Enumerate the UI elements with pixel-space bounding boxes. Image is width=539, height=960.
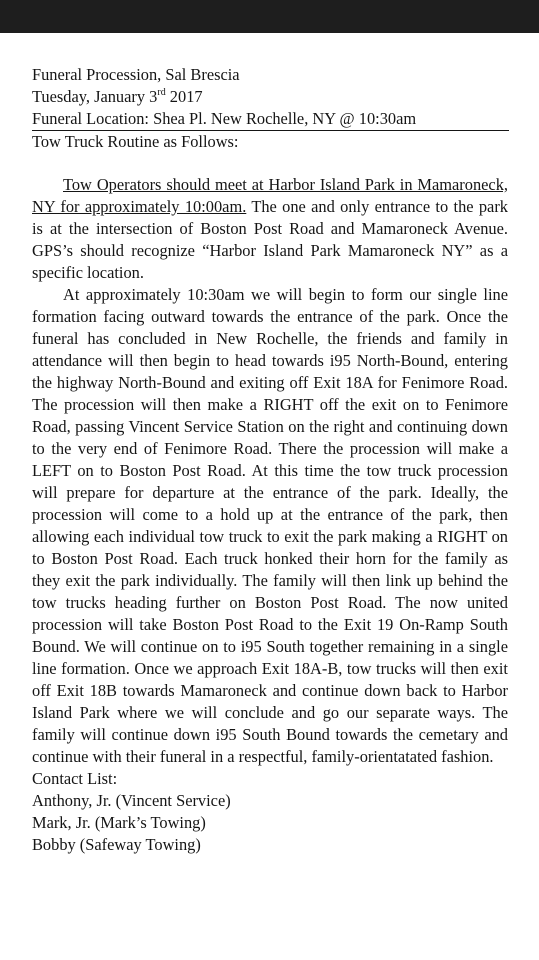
- blank-line: [32, 153, 508, 174]
- contact-item: Anthony, Jr. (Vincent Service): [32, 791, 231, 810]
- meeting-instruction: Tow Operators should meet at Harbor Island Park in Mamaroneck, NY for approximately 10:00am.: [32, 175, 508, 216]
- document-date: [32, 86, 508, 108]
- funeral-location: Funeral Location: Shea Pl. New Rochelle, NY @ 10:30am: [32, 108, 509, 131]
- paragraph-meeting: [32, 174, 508, 284]
- contact-item: Mark, Jr. (Mark’s Towing): [32, 813, 206, 832]
- paragraph-procession: At approximately 10:30am we will begin to form our single line formation facing outward towards the entrance of the park. Once the funeral has concluded in New Rochelle, the friends and family in attendance will then begin to head towards i95 North-Bound, entering the highway North-Bound and exiting off Exit 18A for Fenimore Road. The procession will then make a RIGHT off the exit on to Fenimore Road, passing Vincent Service Station on the right and continuing down to the very end of Fenimore Road. There the procession will make a LEFT on to Boston Post Road. At this time the tow truck procession will prepare for departure at the entrance of the park. Ideally, the procession will come to a hold up at the entrance of the park, then allowing each individual tow truck to exit the park making a RIGHT on to Boston Post Road. Each truck honked their horn for the family as they exit the park individually. The family will then link up behind the tow trucks heading further on Boston Post Road. The now united procession will take Boston Post Road to the Exit 19 On-Ramp South Bound. We will continue on to i95 South together remaining in a single line formation. Once we approach Exit 18A-B, tow trucks will then exit off Exit 18B towards Mamaroneck and continue down back to Harbor Island Park where we will conclude and go our separate ways. The family will continue down i95 South Bound towards the cemetary and continue with their funeral in a respectful, family-orientatated fashion.: [32, 285, 508, 766]
- routine-heading: Tow Truck Routine as Follows:: [32, 132, 239, 151]
- date-text: Tuesday, January 3: [32, 87, 158, 106]
- document-title: Funeral Procession, Sal Brescia: [32, 65, 240, 84]
- contact-item: Bobby (Safeway Towing): [32, 835, 201, 854]
- contact-list-heading: Contact List:: [32, 769, 118, 788]
- date-ordinal: rd: [157, 87, 166, 98]
- date-year: 2017: [165, 87, 203, 106]
- status-bar: [0, 0, 539, 33]
- meeting-details: The one and only entrance to the park is at the intersection of Boston Post Road and Mamaroneck Avenue. GPS’s should recognize “Harbor Island Park Mamaroneck NY” as a specific location.: [32, 197, 508, 282]
- document-body: [32, 64, 508, 856]
